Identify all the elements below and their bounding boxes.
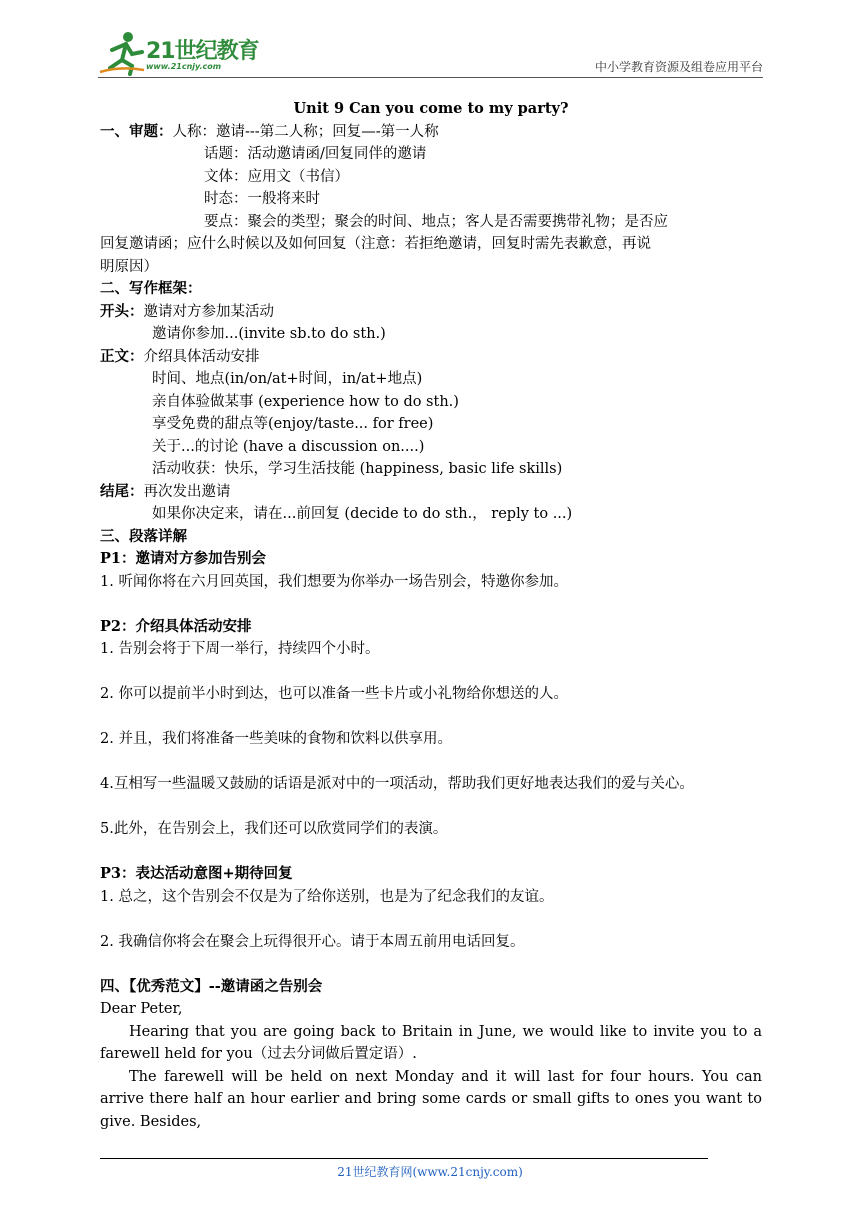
body-item: 活动收获：快乐，学习生活技能 (happiness, basic life skills) (152, 461, 563, 477)
ending-label: 结尾： (100, 482, 144, 500)
opening-label: 开头： (100, 302, 144, 320)
letter-salutation: Dear Peter, (100, 1001, 183, 1017)
p2-item: 4.互相写一些温暖又鼓励的话语是派对中的一项活动，帮助我们更好地表达我们的爱与关心。 (100, 776, 694, 792)
p1-item: 1. 听闻你将在六月回英国，我们想要为你举办一场告别会，特邀你参加。 (100, 573, 568, 590)
body-line (100, 346, 762, 369)
points-line-a: 要点：聚会的类型；聚会的时间、地点；客人是否需要携带礼物；是否应 (204, 213, 668, 230)
letter-paragraph-2: The farewell will be held on next Monday and it will last for four hours. You can arrive there half an hour earlier and bring some cards or small gifts to ones you want to give. Besides, (100, 1068, 762, 1130)
p3-item: 2. 我确信你将会在聚会上玩得很开心。请于本周五前用电话回复。 (100, 933, 525, 950)
header-divider (98, 77, 763, 78)
brand-url: www.21cnjy.com (146, 62, 222, 71)
p2-item: 5.此外，在告别会上，我们还可以欣赏同学们的表演。 (100, 821, 448, 837)
site-logo (98, 30, 258, 76)
points-line-b: 回复邀请函；应什么时候以及如何回复（注意：若拒绝邀请，回复时需先表歉意，再说 (100, 236, 651, 252)
p2-item: 2. 并且，我们将准备一些美味的食物和饮料以供享用。 (100, 731, 452, 747)
p2-heading: P2：介绍具体活动安排 (100, 617, 252, 635)
style-line: 文体：应用文（书信） (204, 168, 349, 185)
section-4-heading: 四、【优秀范文】--邀请函之告别会 (100, 977, 323, 995)
body-item: 亲自体验做某事 (experience how to do sth.) (152, 393, 459, 410)
p2-item: 2. 你可以提前半小时到达，也可以准备一些卡片或小礼物给你想送的人。 (100, 686, 568, 702)
body-item: 时间、地点(in/on/at+时间，in/at+地点) (152, 371, 423, 387)
topic-line: 话题：活动邀请函/回复同伴的邀请 (204, 146, 427, 162)
p2-item: 1. 告别会将于下周一举行，持续四个小时。 (100, 641, 380, 657)
p3-item: 1. 总之，这个告别会不仅是为了给你送别，也是为了纪念我们的友谊。 (100, 888, 554, 905)
document-body (100, 98, 762, 1133)
opening-line (100, 301, 762, 324)
section-3-heading: 三、段落详解 (100, 527, 187, 545)
page-title: Unit 9 Can you come to my party? (293, 100, 569, 117)
points-line-c: 明原因） (100, 258, 158, 275)
body-label: 正文： (100, 347, 144, 365)
ending-text: 再次发出邀请 (143, 483, 231, 500)
ending-phrase: 如果你决定来，请在...前回复 (decide to do sth.， reply to ...) (152, 506, 573, 522)
p1-heading: P1：邀请对方参加告别会 (100, 550, 266, 567)
p3-heading: P3：表达活动意图+期待回复 (100, 865, 293, 882)
brand-name: 21世纪教育 (146, 39, 259, 64)
section-1-heading: 一、审题： (100, 122, 173, 140)
body-text: 介绍具体活动安排 (143, 348, 260, 365)
page-footer: 21世纪教育网(www.21cnjy.com) (337, 1165, 523, 1179)
footer-divider (100, 1158, 708, 1159)
section-2-heading: 二、写作框架： (100, 280, 202, 297)
body-item: 享受免费的甜点等(enjoy/taste... for free) (152, 416, 434, 432)
ending-line (100, 481, 762, 504)
body-item: 关于...的讨论 (have a discussion on....) (152, 438, 425, 455)
page-header (98, 30, 763, 80)
opening-text: 邀请对方参加某活动 (143, 303, 274, 320)
section-1-line (100, 121, 762, 144)
runner-icon (98, 30, 146, 76)
person-line: 人称：邀请---第二人称；回复—-第一人称 (172, 123, 439, 140)
letter-paragraph-1: Hearing that you are going back to Britain in June, we would like to invite you to a farewell held for you（过去分词做后置定语）. (100, 1023, 762, 1062)
opening-phrase: 邀请你参加...(invite sb.to do sth.) (152, 326, 386, 342)
tense-line: 时态：一般将来时 (204, 191, 320, 207)
platform-name: 中小学教育资源及组卷应用平台 (594, 60, 763, 74)
